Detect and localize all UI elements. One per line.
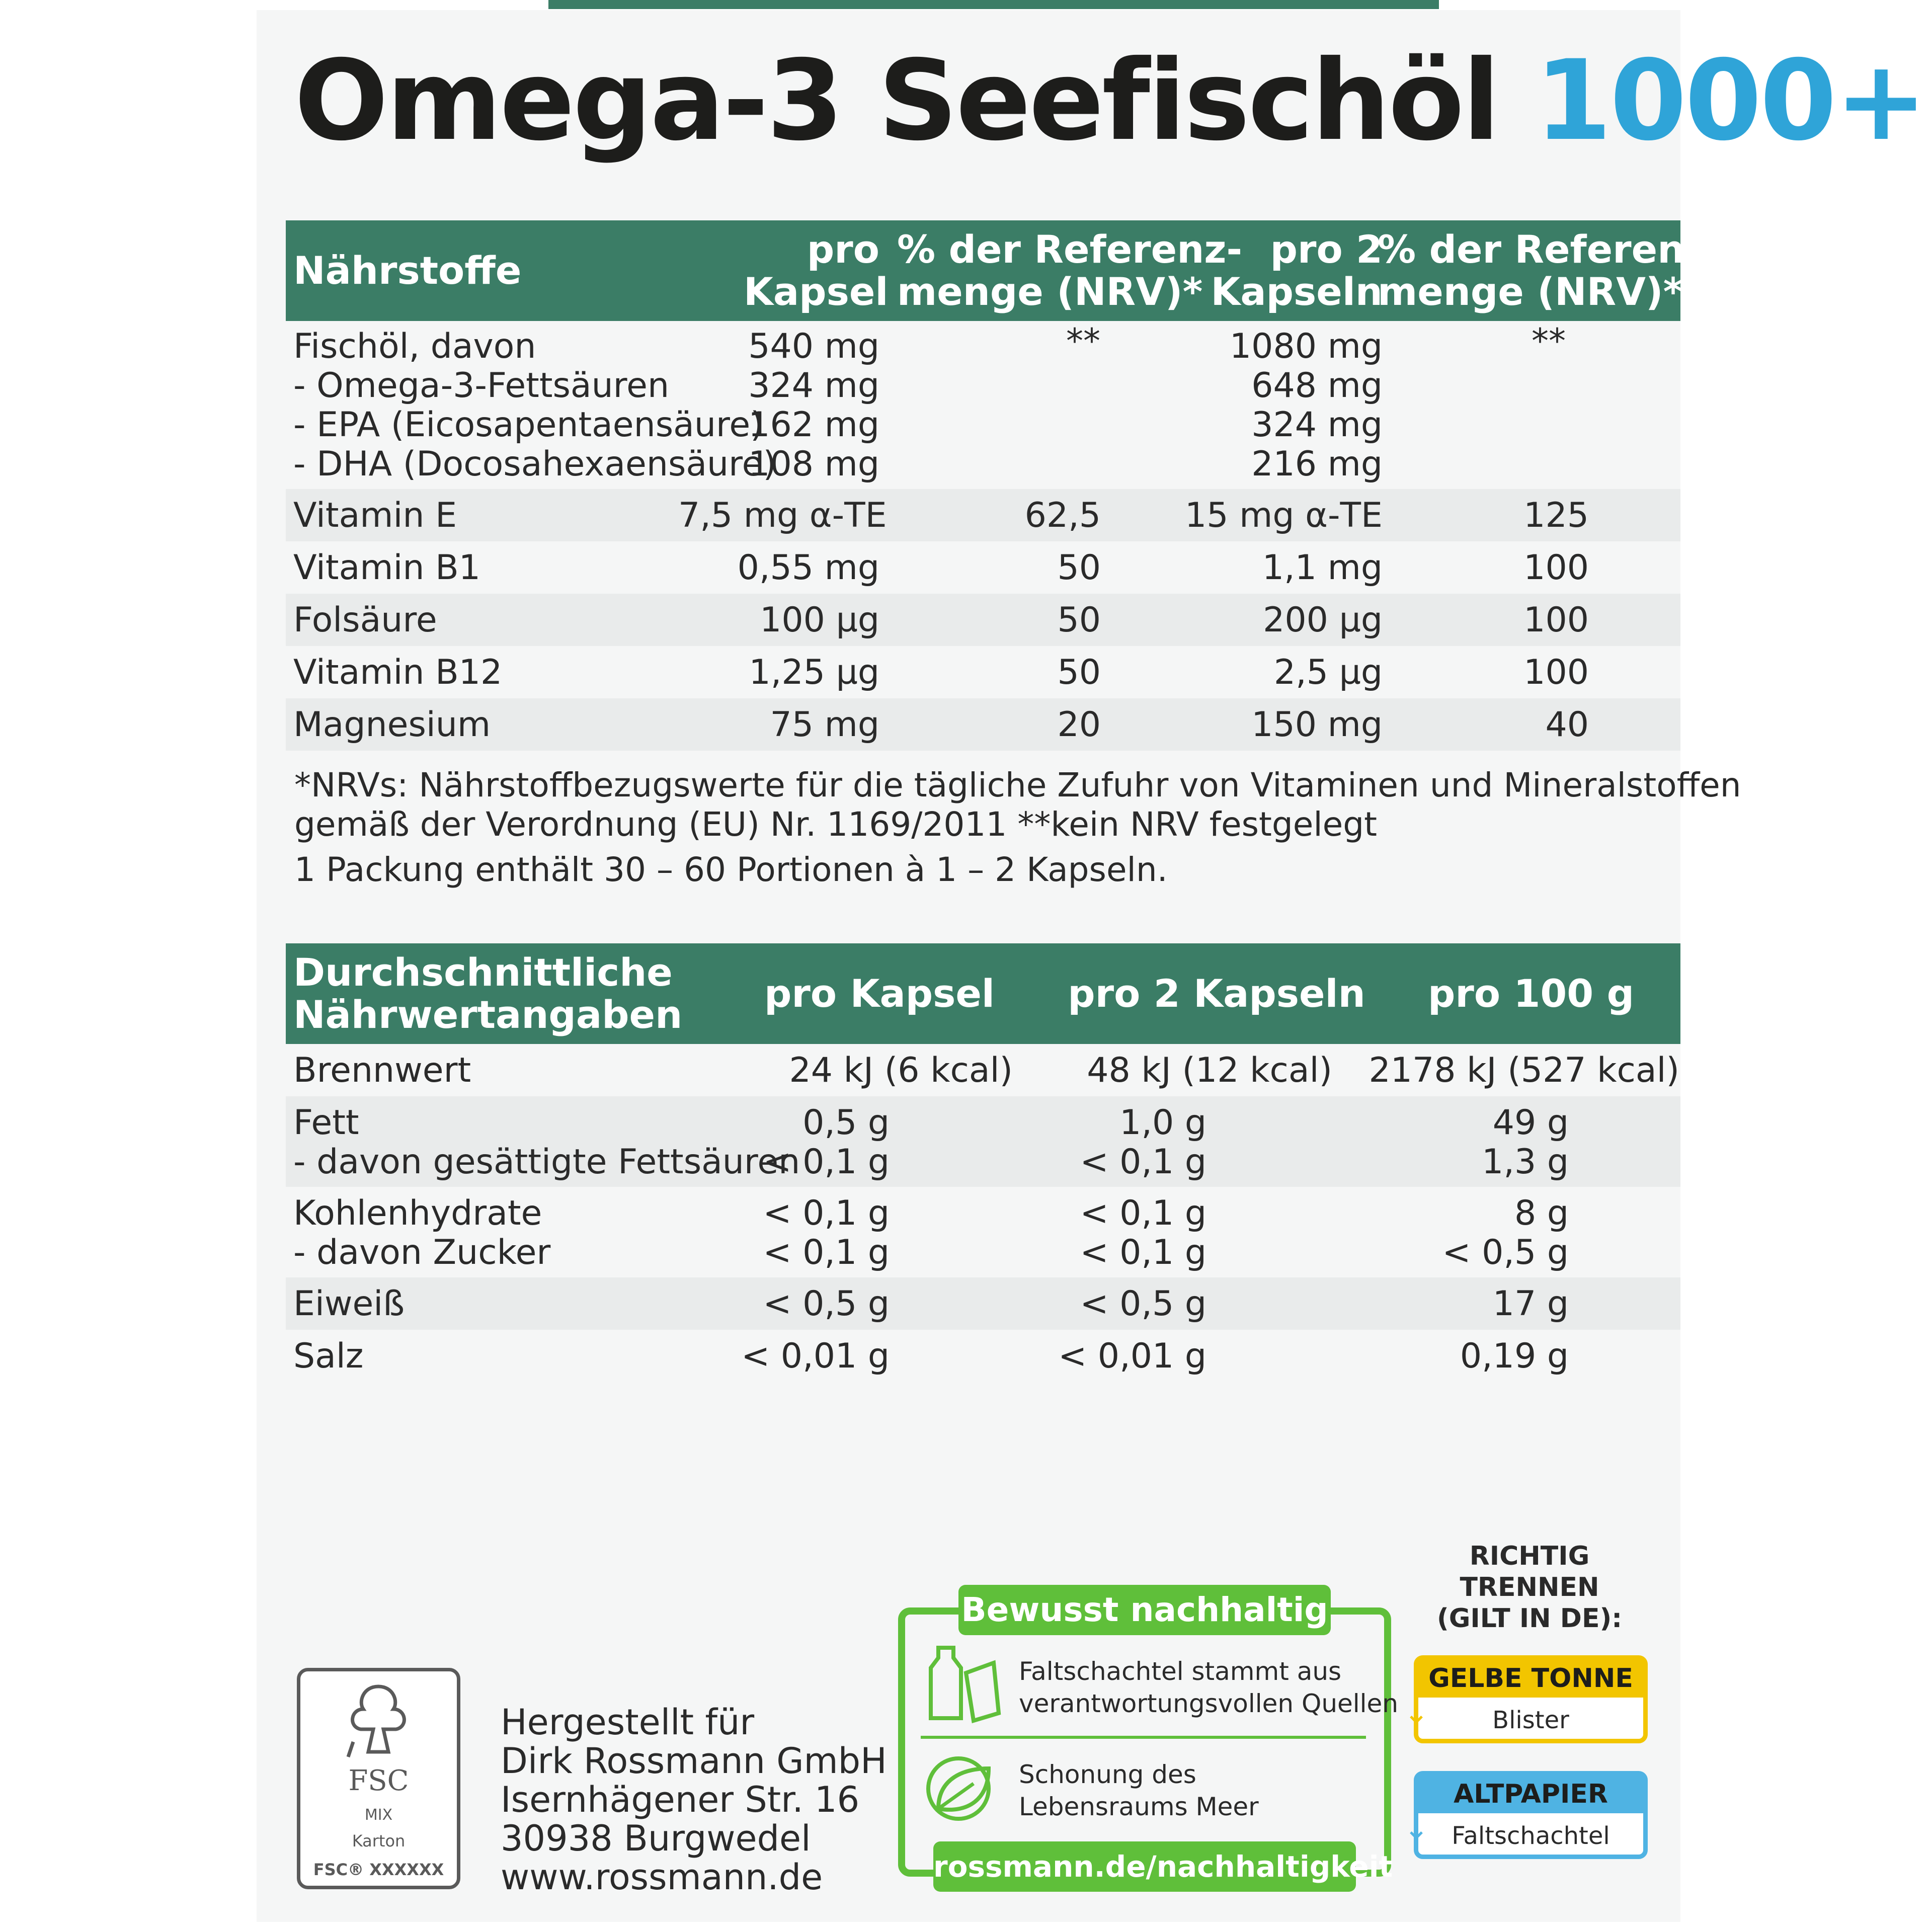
nutrition-value: 8 g bbox=[1514, 1193, 1569, 1233]
nutrition-name bbox=[293, 1103, 800, 1182]
arrow-down-icon: ↓ bbox=[1404, 1811, 1429, 1846]
header-pro-kapsel: pro Kapsel bbox=[764, 971, 995, 1016]
manufacturer-address bbox=[501, 1703, 887, 1897]
disposal-bin-blue-item: Faltschachtel bbox=[1452, 1822, 1610, 1850]
fsc-text: FSC bbox=[348, 1764, 409, 1797]
header-naehrstoffe: Nährstoffe bbox=[293, 248, 522, 293]
nutrient-nrv2: 100 bbox=[1523, 548, 1589, 588]
nutrition-name: Eiweiß bbox=[293, 1284, 405, 1324]
disposal-bin-yellow-label: GELBE TONNE bbox=[1418, 1660, 1643, 1698]
arrow-down-icon: ↓ bbox=[1404, 1696, 1429, 1731]
nutrient-row bbox=[286, 594, 1680, 646]
nutrition-value: < 0,1 g bbox=[1080, 1193, 1206, 1233]
header-per-capsule-line2: Kapsel bbox=[744, 269, 889, 314]
recycle-bottle-icon bbox=[918, 1638, 1004, 1728]
nutrient-name: Folsäure bbox=[293, 600, 437, 640]
fish-oil-nrv2: ** bbox=[1532, 321, 1566, 361]
fsc-material: Karton bbox=[352, 1831, 406, 1850]
fish-oil-per-2 bbox=[1191, 327, 1383, 484]
nutrient-per-capsule: 7,5 mg α-TE bbox=[678, 496, 887, 535]
sustainability-item-1-line1: Faltschachtel stammt aus bbox=[1019, 1657, 1342, 1686]
nutrition-value: 1,3 g bbox=[1482, 1142, 1569, 1182]
nutrition-name-main: Kohlenhydrate bbox=[293, 1193, 542, 1233]
nutrient-per-capsule: 0,55 mg bbox=[737, 548, 879, 588]
nutrition-value: 0,5 g bbox=[802, 1103, 890, 1143]
nutrition-name-main: Fett bbox=[293, 1103, 359, 1143]
nutrition-per-2: < 0,5 g bbox=[1080, 1284, 1206, 1324]
fish-oil-value-2: 1080 mg bbox=[1229, 327, 1383, 366]
sustainability-item-1 bbox=[1019, 1655, 1398, 1720]
nutrition-value: < 0,1 g bbox=[1080, 1233, 1206, 1272]
fish-oil-names bbox=[293, 327, 776, 484]
disposal-bin-blue bbox=[1414, 1771, 1648, 1859]
fsc-code: FSC® XXXXXX bbox=[313, 1860, 444, 1879]
header-nrv-1 bbox=[897, 227, 1243, 314]
nutrition-per-2: 48 kJ (12 kcal) bbox=[1087, 1051, 1332, 1090]
product-title bbox=[294, 35, 1925, 166]
fsc-logo bbox=[297, 1668, 460, 1889]
header-nrv-2 bbox=[1378, 227, 1723, 314]
nutrition-per-capsule: 24 kJ (6 kcal) bbox=[789, 1051, 1013, 1090]
nutrition-per-capsule bbox=[739, 1194, 890, 1272]
sustainability-item-2-line2: Lebensraums Meer bbox=[1019, 1792, 1259, 1821]
nutrition-row bbox=[286, 1096, 1680, 1187]
leaf-icon bbox=[918, 1748, 1004, 1829]
nutrition-per-2: < 0,01 g bbox=[1058, 1336, 1206, 1376]
nutrition-per-capsule: < 0,01 g bbox=[741, 1336, 890, 1376]
product-title-accent: 1000+ bbox=[1535, 36, 1926, 165]
nutrient-name: Vitamin B1 bbox=[293, 548, 481, 588]
header-nrv-2-line2: menge (NRV)* bbox=[1378, 269, 1683, 314]
fish-oil-value: 540 mg bbox=[748, 327, 879, 366]
nutrition-per-capsule: < 0,5 g bbox=[763, 1284, 890, 1324]
nutrition-per-capsule bbox=[739, 1103, 890, 1182]
fish-oil-per-capsule bbox=[739, 327, 879, 484]
nutrient-row bbox=[286, 646, 1680, 698]
nutrient-per-capsule: 100 µg bbox=[760, 600, 879, 640]
header-durchschnittliche bbox=[293, 951, 682, 1036]
manufacturer-website[interactable]: www.rossmann.de bbox=[501, 1857, 823, 1898]
dha-value-2: 216 mg bbox=[1251, 444, 1383, 484]
disposal-title bbox=[1419, 1541, 1640, 1634]
epa-name: - EPA (Eicosapentaensäure) bbox=[293, 405, 764, 445]
nutrient-per-2: 200 µg bbox=[1263, 600, 1383, 640]
nutrient-per-capsule: 1,25 µg bbox=[749, 653, 879, 692]
footnote-nrv-line2: gemäß der Verordnung (EU) Nr. 1169/2011 **kein NRV festgelegt bbox=[294, 805, 1378, 844]
nutrition-name: Salz bbox=[293, 1336, 364, 1376]
header-per-2-line1: pro 2 bbox=[1270, 227, 1383, 272]
nutrition-row bbox=[286, 1187, 1680, 1277]
omega3-value-2: 648 mg bbox=[1251, 366, 1383, 406]
nutrition-per-100g bbox=[1418, 1194, 1569, 1272]
header-per-2 bbox=[1191, 228, 1383, 313]
header-nrv-1-line2: menge (NRV)* bbox=[897, 269, 1203, 314]
nutrition-value: 1,0 g bbox=[1119, 1103, 1206, 1143]
nutrition-value: < 0,1 g bbox=[763, 1142, 890, 1182]
nutrition-name-sub: - davon Zucker bbox=[293, 1233, 551, 1272]
disposal-title-line3: (GILT IN DE): bbox=[1436, 1603, 1623, 1634]
sustainability-divider bbox=[921, 1736, 1366, 1739]
nutrients-table-header bbox=[286, 220, 1723, 321]
nutrition-per-100g: 2178 kJ (527 kcal) bbox=[1369, 1051, 1679, 1090]
disposal-bin-yellow-item: Blister bbox=[1492, 1706, 1569, 1734]
fish-oil-name: Fischöl, davon bbox=[293, 327, 536, 366]
header-pro-100g: pro 100 g bbox=[1427, 971, 1635, 1016]
nutrient-nrv1: 20 bbox=[1057, 705, 1101, 745]
header-nrv-2-line1: % der Referenz- bbox=[1378, 227, 1723, 272]
nutrition-per-2 bbox=[1056, 1194, 1206, 1272]
nutrition-name: Brennwert bbox=[293, 1051, 471, 1090]
fsc-mix: MIX bbox=[364, 1806, 393, 1824]
disposal-title-line2: TRENNEN bbox=[1460, 1572, 1599, 1602]
disposal-bin-yellow bbox=[1414, 1655, 1648, 1743]
nutrition-name bbox=[293, 1194, 550, 1272]
nutrient-per-2: 1,1 mg bbox=[1262, 548, 1383, 588]
nutrient-per-2: 15 mg α-TE bbox=[1184, 496, 1383, 535]
header-durchschnittliche-line2: Nährwertangaben bbox=[293, 992, 683, 1037]
nutrition-per-2 bbox=[1056, 1103, 1206, 1182]
nutrient-nrv1: 50 bbox=[1057, 600, 1101, 640]
omega3-value: 324 mg bbox=[748, 366, 879, 406]
header-per-capsule-line1: pro bbox=[807, 227, 879, 272]
epa-value-2: 324 mg bbox=[1251, 405, 1383, 445]
nutrient-row bbox=[286, 698, 1680, 751]
sustainability-item-2 bbox=[1019, 1758, 1259, 1823]
manufacturer-line: Isernhägener Str. 16 bbox=[501, 1779, 860, 1820]
nutrient-name: Vitamin E bbox=[293, 496, 457, 535]
sustainability-item-2-line1: Schonung des bbox=[1019, 1760, 1196, 1789]
nutrient-nrv2: 100 bbox=[1523, 653, 1589, 692]
header-pro-2-kapseln: pro 2 Kapseln bbox=[1068, 971, 1365, 1016]
nutrition-per-100g bbox=[1418, 1103, 1569, 1182]
fish-oil-row bbox=[286, 321, 1680, 484]
nutrition-name-sub: - davon gesättigte Fettsäuren bbox=[293, 1142, 800, 1182]
sustainability-title: Bewusst nachhaltig bbox=[958, 1585, 1331, 1635]
nutrition-table-header bbox=[286, 943, 1680, 1044]
dha-value: 108 mg bbox=[748, 444, 879, 484]
omega3-name: - Omega-3-Fettsäuren bbox=[293, 366, 670, 406]
nutrient-nrv1: 62,5 bbox=[1024, 496, 1101, 535]
nutrient-per-2: 2,5 µg bbox=[1273, 653, 1383, 692]
nutrition-value: < 0,1 g bbox=[1080, 1142, 1206, 1182]
header-nrv-1-line1: % der Referenz- bbox=[897, 227, 1243, 272]
nutrition-row bbox=[286, 1044, 1680, 1096]
nutrition-per-100g: 0,19 g bbox=[1460, 1336, 1569, 1376]
footnote-package: 1 Packung enthält 30 – 60 Portionen à 1 – 2 Kapseln. bbox=[294, 850, 1168, 889]
nutrition-row bbox=[286, 1330, 1680, 1382]
dha-name: - DHA (Docosahexaensäure) bbox=[293, 444, 776, 484]
nutrition-per-100g: 17 g bbox=[1492, 1284, 1569, 1324]
nutrient-nrv2: 40 bbox=[1545, 705, 1589, 745]
nutrition-value: < 0,1 g bbox=[763, 1193, 890, 1233]
header-per-capsule bbox=[744, 227, 889, 314]
nutrition-row bbox=[286, 1277, 1680, 1330]
nutrient-row bbox=[286, 489, 1680, 541]
nutrient-row bbox=[286, 541, 1680, 594]
nutrient-per-2: 150 mg bbox=[1251, 705, 1383, 745]
manufacturer-line: 30938 Burgwedel bbox=[501, 1818, 811, 1859]
sustainability-item-1-line2: verantwortungsvollen Quellen bbox=[1019, 1689, 1399, 1718]
fsc-tree-icon bbox=[333, 1681, 424, 1762]
product-title-main: Omega-3 Seefischöl bbox=[294, 36, 1498, 165]
nutrient-per-capsule: 75 mg bbox=[770, 705, 879, 745]
fish-oil-nrv1: ** bbox=[1066, 321, 1100, 361]
nutrient-nrv1: 50 bbox=[1057, 653, 1101, 692]
nutrition-value: < 0,5 g bbox=[1442, 1233, 1569, 1272]
header-per-2-line2: Kapseln bbox=[1211, 269, 1383, 314]
sustainability-url[interactable]: rossmann.de/nachhaltigkeit bbox=[933, 1841, 1356, 1892]
nutrient-nrv2: 100 bbox=[1523, 600, 1589, 640]
top-accent-bar bbox=[548, 0, 1439, 9]
manufacturer-line: Dirk Rossmann GmbH bbox=[501, 1740, 887, 1782]
nutrient-name: Magnesium bbox=[293, 705, 491, 745]
nutrition-value: 49 g bbox=[1492, 1103, 1569, 1143]
nutrient-name: Vitamin B12 bbox=[293, 653, 503, 692]
disposal-bin-blue-label: ALTPAPIER bbox=[1418, 1776, 1643, 1813]
manufacturer-line: Hergestellt für bbox=[501, 1702, 755, 1743]
nutrient-nrv1: 50 bbox=[1057, 548, 1101, 588]
nutrient-nrv2: 125 bbox=[1523, 496, 1589, 535]
epa-value: 162 mg bbox=[748, 405, 879, 445]
nutrition-value: < 0,1 g bbox=[763, 1233, 890, 1272]
footnote-nrv-line1: *NRVs: Nährstoffbezugswerte für die tägliche Zufuhr von Vitaminen und Mineralstoffen bbox=[294, 766, 1741, 804]
header-durchschnittliche-line1: Durchschnittliche bbox=[293, 950, 673, 995]
disposal-title-line1: RICHTIG bbox=[1469, 1541, 1590, 1571]
